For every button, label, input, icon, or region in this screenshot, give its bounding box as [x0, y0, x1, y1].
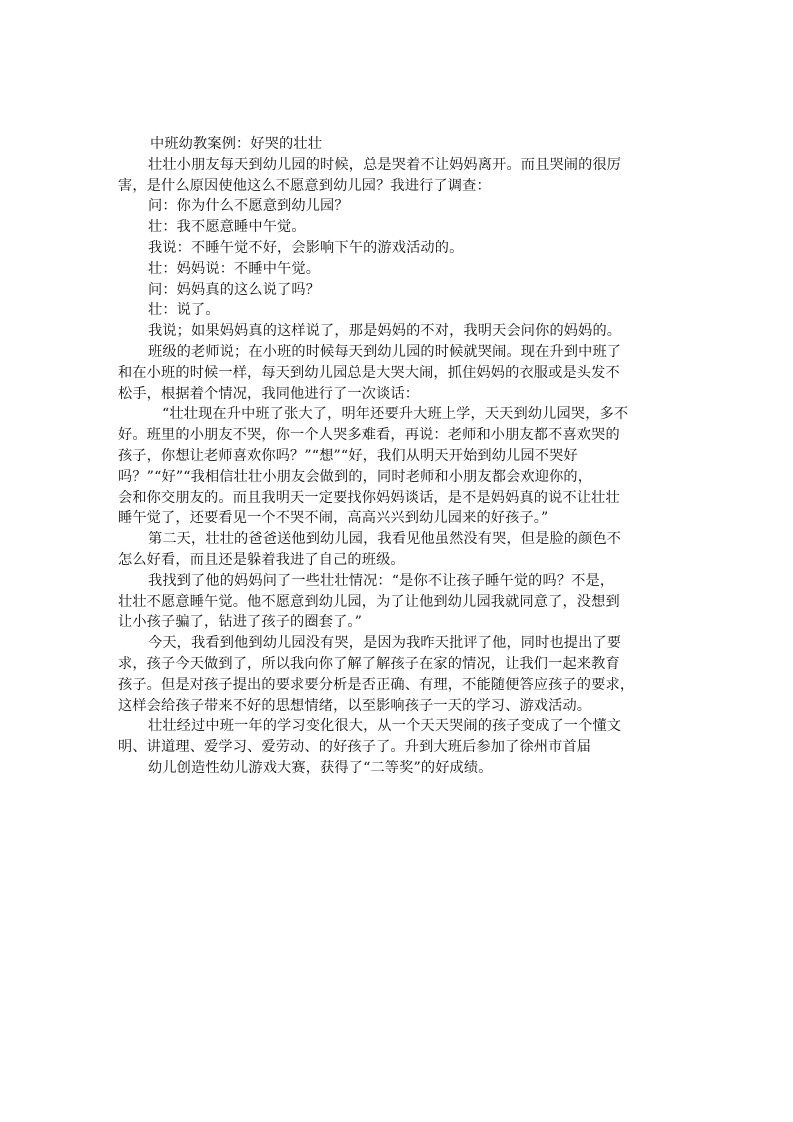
paragraph	[118, 196, 678, 217]
paragraph-line: 壮：我不愿意睡中午觉。	[148, 219, 306, 236]
paragraph-line: 让小孩子骗了，钻进了孩子的圈套了。”	[118, 614, 363, 631]
paragraph-line: 睡午觉了，还要看见一个不哭不闹，高高兴兴到幼儿园来的好孩子。”	[118, 510, 549, 527]
paragraph-line: 问：你为什么不愿意到幼儿园？	[148, 198, 349, 215]
paragraph-line: 好。班里的小朋友不哭，你一个人哭多难看，再说：老师和小朋友都不喜欢哭的	[118, 427, 620, 444]
paragraph	[118, 342, 678, 404]
paragraph	[118, 633, 678, 716]
paragraph-line: 幼儿创造性幼儿游戏大赛，获得了“二等奖”的好成绩。	[148, 759, 493, 776]
paragraph	[118, 321, 678, 342]
paragraph-line: 壮壮不愿意睡午觉。他不愿意到幼儿园，为了让他到幼儿园我就同意了，没想到	[118, 593, 620, 610]
paragraph-line: 壮：说了。	[148, 302, 220, 319]
paragraph	[118, 716, 678, 758]
document-body	[118, 155, 678, 779]
paragraph	[118, 529, 678, 571]
paragraph-line: 壮：妈妈说：不睡中午觉。	[148, 260, 321, 277]
paragraph-line: 第二天，壮壮的爸爸送他到幼儿园，我看见他虽然没有哭，但是脸的颜色不	[148, 531, 622, 548]
paragraph-line: 和在小班的时候一样，每天到幼儿园总是大哭大闹，抓住妈妈的衣服或是头发不	[118, 364, 620, 381]
paragraph-line: “壮壮现在升中班了张大了，明年还要升大班上学，天天到幼儿园哭，多不	[162, 406, 629, 423]
paragraph-line: 会和你交朋友的。而且我明天一定要找你妈妈谈话，是不是妈妈真的说不让壮壮	[118, 489, 620, 506]
paragraph	[118, 238, 678, 259]
paragraph-line: 壮壮经过中班一年的学习变化很大，从一个天天哭闹的孩子变成了一个懂文	[148, 718, 622, 735]
paragraph-line: 问：妈妈真的这么说了吗？	[148, 281, 321, 298]
paragraph-line: 吗？”“好”“我相信壮壮小朋友会做到的，同时老师和小朋友都会欢迎你的，	[118, 468, 593, 485]
paragraph-line: 害，是什么原因使他这么不愿意到幼儿园？我进行了调查：	[118, 177, 491, 194]
paragraph	[118, 280, 678, 301]
paragraph-line: 松手，根据着个情况，我同他进行了一次谈话：	[118, 385, 420, 402]
document-page	[118, 134, 678, 779]
paragraph-line: 明、讲道理、爱学习、爱劳动、的好孩子了。升到大班后参加了徐州市首届	[118, 739, 592, 756]
paragraph-line: 今天，我看到他到幼儿园没有哭，是因为我昨天批评了他，同时也提出了要	[148, 635, 622, 652]
paragraph-line: 班级的老师说；在小班的时候每天到幼儿园的时候就哭闹。现在升到中班了	[148, 343, 622, 360]
paragraph	[118, 758, 678, 779]
paragraph-line: 求，孩子今天做到了，所以我向你了解了解孩子在家的情况，让我们一起来教育	[118, 655, 620, 672]
paragraph	[118, 259, 678, 280]
paragraph-line: 壮壮小朋友每天到幼儿园的时候，总是哭着不让妈妈离开。而且哭闹的很厉	[148, 156, 622, 173]
paragraph	[118, 155, 678, 197]
paragraph-line: 我说；如果妈妈真的这样说了，那是妈妈的不对，我明天会问你的妈妈的。	[148, 323, 622, 340]
document-title: 中班幼教案例：好哭的壮壮	[150, 136, 323, 152]
paragraph-line: 我说：不睡午觉不好，会影响下午的游戏活动的。	[148, 239, 464, 256]
paragraph-line: 怎么好看，而且还是躲着我进了自己的班级。	[118, 551, 405, 568]
paragraph-line: 这样会给孩子带来不好的思想情绪，以至影响孩子一天的学习、游戏活动。	[118, 697, 592, 714]
paragraph-line: 孩子，你想让老师喜欢你吗？”“想”“好，我们从明天开始到幼儿园不哭好	[118, 447, 578, 464]
paragraph	[118, 217, 678, 238]
paragraph-line: 我找到了他的妈妈问了一些壮壮情况：“是你不让孩子睡午觉的吗？不是，	[148, 572, 615, 589]
paragraph	[118, 404, 678, 529]
paragraph	[118, 571, 678, 633]
paragraph	[118, 300, 678, 321]
paragraph-line: 孩子。但是对孩子提出的要求要分析是否正确、有理，不能随便答应孩子的要求，	[118, 676, 635, 693]
